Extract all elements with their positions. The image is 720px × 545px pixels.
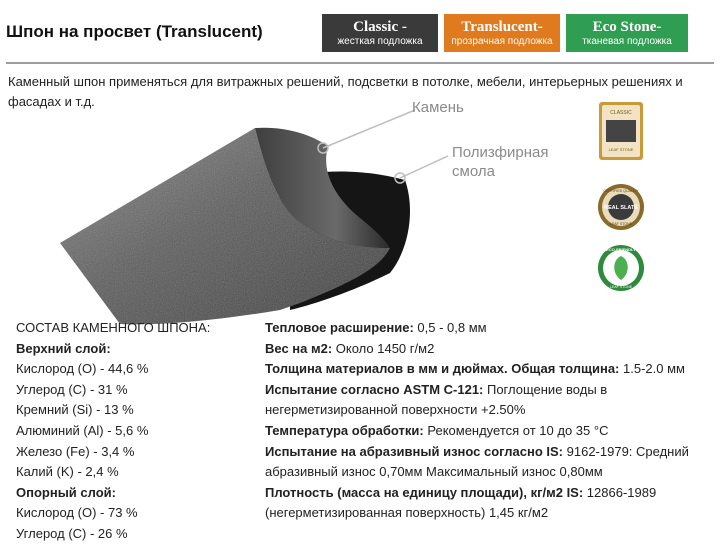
- tab-eco-stone-name: Eco Stone-: [592, 18, 662, 35]
- badge-middle-line3: LEAF STONE: [609, 222, 633, 226]
- label-stone: Камень: [412, 99, 464, 116]
- list-item: Железо (Fe) - 3,4 %: [16, 443, 135, 459]
- badge-top-line2: LEAF STONE: [608, 147, 634, 152]
- tab-translucent-sub: прозрачная подложка: [451, 35, 553, 47]
- tab-classic[interactable]: [322, 14, 438, 52]
- spec-label: Испытание согласно ASTM C-121:: [265, 381, 484, 397]
- spec-row: [265, 318, 715, 339]
- spec-value: Рекомендуется от 10 до 35 °C: [423, 422, 609, 438]
- tab-translucent-name: Translucent-: [461, 18, 543, 35]
- stone-veneer-illustration: [60, 98, 480, 328]
- spec-label: Вес на м2:: [265, 340, 333, 356]
- badge-bottom-line2: LEAF STONE: [609, 285, 633, 289]
- tab-eco-stone[interactable]: [566, 14, 688, 52]
- specs-column: [265, 318, 715, 524]
- spec-value: 0,5 - 0,8 мм: [413, 320, 487, 335]
- spec-value: Поглощение воды в негерметизированной поверхности +2.50%: [265, 381, 608, 418]
- composition-heading: СОСТАВ КАМЕННОГО ШПОНА:: [16, 320, 211, 335]
- top-layer-label: Верхний слой:: [16, 340, 111, 356]
- spec-value: Около 1450 г/м2: [332, 340, 435, 356]
- label-resin-line1: Полизфирная: [452, 144, 549, 161]
- list-item: Кремний (Si) - 13 %: [16, 402, 134, 418]
- list-item: Калий (K) - 2,4 %: [16, 464, 119, 480]
- spec-row: [265, 421, 715, 442]
- spec-value: 12866-1989 (негерметизированная поверхность) 1,45 кг/м2: [265, 484, 657, 521]
- spec-value: 9162-1979: Средний абразивный износ 0,70мм Максимальный износ 0,80мм: [265, 443, 689, 480]
- spec-label: Плотность (масса на единицу площади), кг/м2 IS:: [265, 484, 584, 500]
- badge-bottom-line1: ECO-FRIENDLY: [606, 247, 636, 252]
- badge-middle-line1: CERTIFIED QUALITY: [603, 189, 639, 193]
- base-layer-label: Опорный слой:: [16, 484, 116, 500]
- tab-classic-sub: жесткая подложка: [337, 35, 423, 47]
- list-item: Углерод (C) - 31 %: [16, 381, 128, 397]
- tab-eco-stone-sub: тканевая подложка: [582, 35, 672, 47]
- spec-row: [265, 483, 715, 524]
- certification-badges: [592, 100, 652, 300]
- spec-row: [265, 359, 715, 380]
- description: Каменный шпон применяться для витражных решений, подсветки в потолке, мебели, интерьерных решениях и фасадах и т.д.: [8, 74, 683, 109]
- label-resin-line2: смола: [452, 163, 495, 180]
- spec-label: Температура обработки:: [265, 422, 424, 438]
- spec-label: Тепловое расширение:: [265, 320, 414, 335]
- list-item: Углерод (C) - 26 %: [16, 525, 128, 541]
- classic-leaf-stone-badge: [599, 102, 643, 160]
- real-slate-badge: [598, 184, 644, 230]
- spec-row: [265, 442, 715, 483]
- list-item: Алюминий (Al) - 5,6 %: [16, 422, 149, 438]
- spec-value: 1.5-2.0 мм: [619, 361, 685, 377]
- spec-label: Толщина материалов в мм и дюймах. Общая толщина:: [265, 361, 620, 377]
- tab-classic-name: Classic -: [353, 18, 407, 35]
- list-item: Кислород (O) - 73 %: [16, 505, 138, 521]
- spec-row: [265, 380, 715, 421]
- page-title: Шпон на просвет (Translucent): [6, 22, 263, 41]
- eco-friendly-badge: [598, 245, 644, 291]
- composition-column: [16, 318, 256, 545]
- product-tabs: [322, 14, 688, 52]
- spec-row: [265, 339, 715, 360]
- header-divider: [6, 62, 714, 64]
- spec-label: Испытание на абразивный износ согласно IS:: [265, 443, 564, 459]
- tab-translucent[interactable]: [444, 14, 560, 52]
- badge-middle-line2: REAL SLATE: [603, 205, 639, 211]
- badge-top-line1: CLASSIC: [610, 110, 632, 116]
- list-item: Кислород (O) - 44,6 %: [16, 361, 149, 377]
